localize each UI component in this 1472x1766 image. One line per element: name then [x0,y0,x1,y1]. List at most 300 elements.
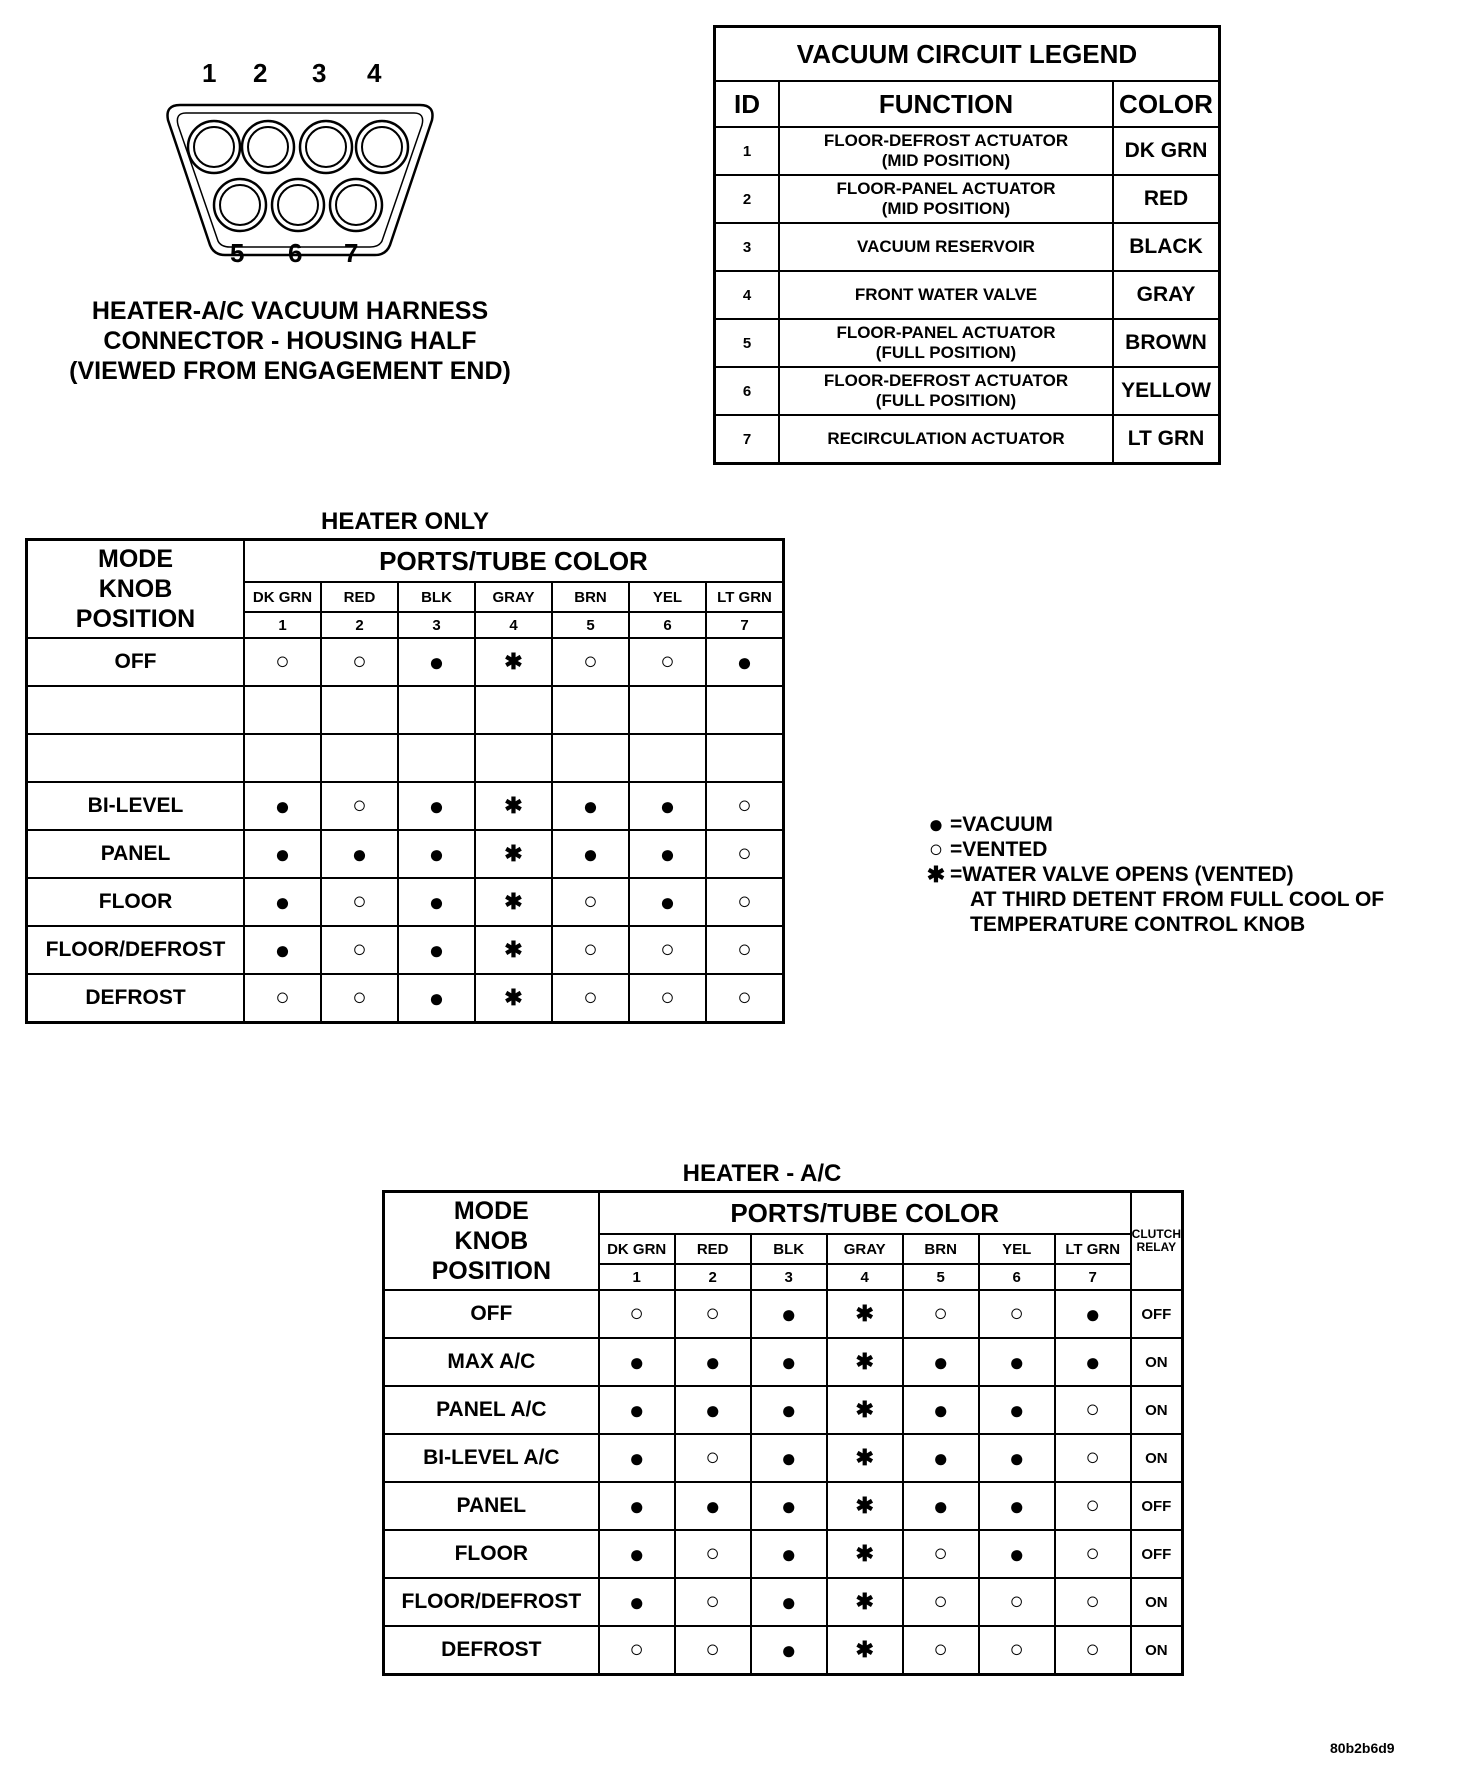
port-color-header: DK GRN [599,1234,675,1264]
clutch-relay-state: OFF [1131,1530,1183,1578]
vacuum-symbol-icon: ● [780,1346,797,1377]
port-state-cell [903,1626,979,1675]
port-state-cell [675,1386,751,1434]
port-state-cell [398,734,475,782]
port-id-header: 5 [552,612,629,638]
port-color-header: LT GRN [1055,1234,1131,1264]
vacuum-symbol-icon: ● [428,790,445,821]
vented-symbol-icon: ○ [583,888,598,915]
vented-symbol-icon: ○ [1085,1444,1100,1471]
port-state-cell [244,686,321,734]
legend-color: RED [1113,175,1220,223]
key-water-line2: AT THIRD DETENT FROM FULL COOL OF [970,888,1385,911]
port-state-cell [599,1482,675,1530]
clutch-relay-state: OFF [1131,1290,1183,1338]
mode-row-label: BI-LEVEL A/C [384,1434,599,1482]
port-color-header: BRN [903,1234,979,1264]
vacuum-symbol-icon: ● [1008,1394,1025,1425]
vacuum-symbol-icon: ● [1008,1490,1025,1521]
port-state-cell [321,782,398,830]
port-state-cell [751,1434,827,1482]
vented-symbol-icon: ○ [352,936,367,963]
port-state-cell [706,782,784,830]
legend-function-text: VACUUM RESERVOIR [857,237,1035,256]
vented-symbol-icon: ○ [660,648,675,675]
vented-symbol-icon: ○ [1009,1300,1024,1327]
port-state-cell [398,638,475,686]
vacuum-symbol-icon: ● [428,838,445,869]
legend-id: 2 [715,175,780,223]
vacuum-symbol-icon: ● [659,838,676,869]
vented-symbol-icon: ○ [928,836,944,863]
port-id-header: 6 [629,612,706,638]
legend-row [715,175,1220,223]
legend-row [715,319,1220,367]
mode-row-label: DEFROST [27,974,245,1023]
vented-symbol-icon: ○ [583,936,598,963]
port-state-cell [827,1434,903,1482]
port-state-cell [552,782,629,830]
clutch-relay-state: ON [1131,1338,1183,1386]
legend-function-sub: (FULL POSITION) [875,343,1017,362]
vented-symbol-icon: ○ [737,840,752,867]
port-state-cell [1055,1434,1131,1482]
port-state-cell [979,1626,1055,1675]
vented-symbol-icon: ○ [660,936,675,963]
port-id-header: 1 [244,612,321,638]
port-state-cell [1055,1482,1131,1530]
symbol-key [922,809,1385,937]
vacuum-symbol-icon: ● [780,1538,797,1569]
vented-symbol-icon: ○ [629,1300,644,1327]
port-id-header: 4 [827,1264,903,1290]
legend-row [715,127,1220,175]
port-state-cell [751,1578,827,1626]
water-symbol-icon: ✱ [504,649,523,674]
vented-symbol-icon: ○ [737,936,752,963]
vacuum-symbol-icon: ● [274,790,291,821]
port-color-header: GRAY [827,1234,903,1264]
port-state-cell [599,1530,675,1578]
legend-function [779,367,1113,415]
legend-color: DK GRN [1113,127,1220,175]
vented-symbol-icon: ○ [1009,1588,1024,1615]
port-state-cell [827,1386,903,1434]
vacuum-symbol-icon: ● [582,790,599,821]
legend-function-text: FLOOR-PANEL ACTUATOR [836,323,1056,342]
port-state-cell [244,830,321,878]
port-state-cell [827,1290,903,1338]
vacuum-symbol-icon: ● [932,1394,949,1425]
legend-function-sub: (MID POSITION) [881,199,1011,218]
water-valve-symbol-icon: ✱ [926,862,946,887]
vacuum-symbol-icon: ● [932,1490,949,1521]
legend-header-function: FUNCTION [779,81,1113,127]
port-state-cell [398,782,475,830]
port-state-cell [599,1578,675,1626]
port-id-header: 2 [321,612,398,638]
vacuum-symbol-icon: ● [932,1346,949,1377]
port-state-cell [675,1626,751,1675]
port-state-cell [244,638,321,686]
legend-function-text: RECIRCULATION ACTUATOR [827,429,1065,448]
vented-symbol-icon: ○ [629,1636,644,1663]
port-state-cell [552,734,629,782]
port-state-cell [1055,1530,1131,1578]
port-state-cell [979,1338,1055,1386]
port-color-header: YEL [979,1234,1055,1264]
legend-color: BLACK [1113,223,1220,271]
mode-row [384,1290,1183,1338]
clutch-relay-state: OFF [1131,1482,1183,1530]
vacuum-symbol-icon: ● [780,1634,797,1665]
port-state-cell [675,1530,751,1578]
heater-ac-table [382,1190,1184,1676]
clutch-relay-header: CLUTCH RELAY [1131,1192,1183,1291]
mode-knob-header: MODE KNOB POSITION [384,1192,599,1291]
port-state-cell [475,734,552,782]
pin-number-6: 6 [288,238,303,268]
legend-color: YELLOW [1113,367,1220,415]
port-state-cell [706,926,784,974]
port-id-header: 3 [398,612,475,638]
water-symbol-icon: ✱ [504,937,523,962]
port-state-cell [751,1386,827,1434]
vacuum-symbol-icon: ● [628,1538,645,1569]
mode-row [27,926,784,974]
port-state-cell [903,1434,979,1482]
legend-id: 5 [715,319,780,367]
port-state-cell [675,1338,751,1386]
vacuum-symbol-icon: ● [704,1490,721,1521]
water-symbol-icon: ✱ [504,841,523,866]
port-state-cell [1055,1578,1131,1626]
mode-row [27,638,784,686]
port-id-header: 2 [675,1264,751,1290]
port-state-cell [629,974,706,1023]
legend-id: 7 [715,415,780,464]
port-state-cell [599,1626,675,1675]
legend-header-id: ID [715,81,780,127]
mode-row-label: PANEL [384,1482,599,1530]
port-state-cell [244,782,321,830]
vented-symbol-icon: ○ [933,1636,948,1663]
key-vented: =VENTED [950,838,1048,861]
mode-row-label: FLOOR [384,1530,599,1578]
port-state-cell [903,1290,979,1338]
port-state-cell [475,686,552,734]
port-state-cell [321,926,398,974]
port-state-cell [552,830,629,878]
vented-symbol-icon: ○ [1085,1588,1100,1615]
legend-title: VACUUM CIRCUIT LEGEND [715,27,1220,82]
port-state-cell [1055,1386,1131,1434]
port-state-cell [475,782,552,830]
port-state-cell [751,1338,827,1386]
port-state-cell [475,878,552,926]
key-water: =WATER VALVE OPENS (VENTED) [950,863,1294,886]
vented-symbol-icon: ○ [352,888,367,915]
port-state-cell [1055,1338,1131,1386]
vacuum-symbol-icon: ● [1008,1346,1025,1377]
port-state-cell [552,686,629,734]
vented-symbol-icon: ○ [1085,1396,1100,1423]
water-symbol-icon: ✱ [504,889,523,914]
vented-symbol-icon: ○ [1085,1540,1100,1567]
port-color-header: BLK [398,582,475,612]
port-state-cell [398,686,475,734]
mode-row [27,830,784,878]
port-state-cell [979,1434,1055,1482]
vacuum-symbol-icon: ● [1084,1298,1101,1329]
vented-symbol-icon: ○ [275,648,290,675]
port-state-cell [706,878,784,926]
mode-row-label: FLOOR/DEFROST [27,926,245,974]
port-color-header: RED [321,582,398,612]
vented-symbol-icon: ○ [275,984,290,1011]
clutch-relay-state: ON [1131,1386,1183,1434]
port-color-header: BLK [751,1234,827,1264]
port-state-cell [751,1626,827,1675]
legend-id: 4 [715,271,780,319]
port-state-cell [398,974,475,1023]
mode-knob-header: MODE KNOB POSITION [27,540,245,639]
pin-number-3: 3 [312,58,327,88]
vacuum-symbol-icon: ● [704,1346,721,1377]
port-state-cell [321,878,398,926]
legend-function [779,271,1113,319]
legend-function-text: FLOOR-PANEL ACTUATOR [836,179,1056,198]
vented-symbol-icon: ○ [705,1540,720,1567]
mode-row-label: FLOOR [27,878,245,926]
vented-symbol-icon: ○ [660,984,675,1011]
port-id-header: 3 [751,1264,827,1290]
port-state-cell [903,1530,979,1578]
vacuum-symbol-icon: ● [428,934,445,965]
vacuum-symbol-icon: ● [274,934,291,965]
port-state-cell [552,878,629,926]
vented-symbol-icon: ○ [352,984,367,1011]
vented-symbol-icon: ○ [352,792,367,819]
port-state-cell [629,638,706,686]
port-id-header: 1 [599,1264,675,1290]
mode-row [384,1530,1183,1578]
mode-row [384,1386,1183,1434]
pin-number-5: 5 [230,238,245,268]
mode-row-label [27,734,245,782]
port-state-cell [599,1386,675,1434]
port-state-cell [903,1386,979,1434]
mode-row-label: OFF [27,638,245,686]
port-state-cell [244,926,321,974]
port-state-cell [475,974,552,1023]
clutch-relay-state: ON [1131,1434,1183,1482]
port-id-header: 6 [979,1264,1055,1290]
legend-color: BROWN [1113,319,1220,367]
mode-row [384,1482,1183,1530]
mode-row [27,974,784,1023]
legend-row [715,367,1220,415]
port-state-cell [706,974,784,1023]
figure-id: 80b2b6d9 [1330,1740,1395,1756]
vacuum-symbol-icon: ● [582,838,599,869]
ports-header: PORTS/TUBE COLOR [599,1192,1131,1235]
port-state-cell [979,1386,1055,1434]
mode-row-label [27,686,245,734]
vented-symbol-icon: ○ [737,984,752,1011]
port-state-cell [629,926,706,974]
port-state-cell [706,686,784,734]
mode-row-label: DEFROST [384,1626,599,1675]
port-color-header: DK GRN [244,582,321,612]
port-state-cell [629,782,706,830]
legend-function [779,415,1113,464]
vented-symbol-icon: ○ [1085,1636,1100,1663]
legend-id: 3 [715,223,780,271]
port-state-cell [903,1338,979,1386]
port-state-cell [321,686,398,734]
port-id-header: 4 [475,612,552,638]
vented-symbol-icon: ○ [933,1300,948,1327]
ports-header: PORTS/TUBE COLOR [244,540,784,583]
vacuum-symbol-icon: ● [428,982,445,1013]
vacuum-symbol-icon: ● [628,1394,645,1425]
pin-number-2: 2 [253,58,268,88]
clutch-relay-state: ON [1131,1626,1183,1675]
vacuum-connector-diagram [150,50,450,280]
port-state-cell [827,1338,903,1386]
mode-row [384,1578,1183,1626]
port-state-cell [675,1434,751,1482]
mode-row-label: PANEL [27,830,245,878]
vented-symbol-icon: ○ [352,648,367,675]
legend-function [779,223,1113,271]
port-state-cell [827,1482,903,1530]
port-state-cell [321,734,398,782]
vacuum-symbol-icon: ● [428,886,445,917]
water-symbol-icon: ✱ [855,1493,874,1518]
port-state-cell [827,1578,903,1626]
vacuum-symbol-icon: ● [659,886,676,917]
vented-symbol-icon: ○ [705,1300,720,1327]
port-state-cell [1055,1626,1131,1675]
pin-number-1: 1 [202,58,217,88]
port-state-cell [629,686,706,734]
mode-row-label: OFF [384,1290,599,1338]
port-state-cell [751,1290,827,1338]
port-state-cell [398,830,475,878]
pin-number-4: 4 [367,58,382,88]
vented-symbol-icon: ○ [933,1540,948,1567]
legend-color: LT GRN [1113,415,1220,464]
heater-only-title: HEATER ONLY [320,508,490,535]
port-state-cell [321,638,398,686]
legend-row [715,223,1220,271]
legend-function-text: FLOOR-DEFROST ACTUATOR [823,131,1069,150]
port-state-cell [675,1290,751,1338]
port-state-cell [629,878,706,926]
vacuum-symbol-icon: ● [736,646,753,677]
pin-number-7: 7 [344,238,359,268]
vacuum-symbol-icon: ● [932,1442,949,1473]
vacuum-symbol-icon: ● [628,1346,645,1377]
port-state-cell [599,1434,675,1482]
mode-row-label: FLOOR/DEFROST [384,1578,599,1626]
port-id-header: 7 [1055,1264,1131,1290]
port-state-cell [475,638,552,686]
mode-row-label: PANEL A/C [384,1386,599,1434]
port-state-cell [244,734,321,782]
water-symbol-icon: ✱ [855,1397,874,1422]
legend-function [779,319,1113,367]
vented-symbol-icon: ○ [933,1588,948,1615]
legend-function [779,175,1113,223]
vacuum-symbol-icon: ● [780,1298,797,1329]
legend-function-sub: (MID POSITION) [881,151,1011,170]
vacuum-symbol-icon: ● [351,838,368,869]
port-id-header: 7 [706,612,784,638]
legend-header-color: COLOR [1113,81,1220,127]
port-color-header: RED [675,1234,751,1264]
port-state-cell [827,1626,903,1675]
port-id-header: 5 [903,1264,979,1290]
vacuum-symbol-icon: ● [628,1490,645,1521]
port-state-cell [706,638,784,686]
vented-symbol-icon: ○ [583,648,598,675]
water-symbol-icon: ✱ [504,793,523,818]
key-water-line3: TEMPERATURE CONTROL KNOB [970,913,1306,936]
vacuum-symbol-icon: ● [628,1586,645,1617]
water-symbol-icon: ✱ [855,1349,874,1374]
mode-row-label: MAX A/C [384,1338,599,1386]
port-state-cell [552,926,629,974]
port-state-cell [629,734,706,782]
vacuum-symbol-icon: ● [780,1442,797,1473]
port-state-cell [321,974,398,1023]
port-state-cell [827,1530,903,1578]
port-state-cell [475,926,552,974]
legend-function-text: FRONT WATER VALVE [854,285,1038,304]
mode-row-label: BI-LEVEL [27,782,245,830]
legend-function-sub: (FULL POSITION) [875,391,1017,410]
water-symbol-icon: ✱ [855,1589,874,1614]
vacuum-symbol-icon: ● [1008,1538,1025,1569]
port-state-cell [751,1482,827,1530]
vented-symbol-icon: ○ [583,984,598,1011]
port-color-header: GRAY [475,582,552,612]
vacuum-symbol-icon: ● [780,1490,797,1521]
vented-symbol-icon: ○ [737,792,752,819]
water-symbol-icon: ✱ [504,985,523,1010]
connector-title: HEATER-A/C VACUUM HARNESS CONNECTOR - HOUSING HALF (VIEWED FROM ENGAGEMENT END) [69,297,511,385]
port-state-cell [475,830,552,878]
port-state-cell [552,974,629,1023]
mode-row [384,1626,1183,1675]
port-state-cell [599,1290,675,1338]
legend-id: 6 [715,367,780,415]
vented-symbol-icon: ○ [705,1636,720,1663]
port-state-cell [552,638,629,686]
water-symbol-icon: ✱ [855,1541,874,1566]
port-state-cell [979,1578,1055,1626]
mode-row [384,1434,1183,1482]
port-color-header: YEL [629,582,706,612]
mode-row [27,782,784,830]
port-state-cell [706,734,784,782]
water-symbol-icon: ✱ [855,1637,874,1662]
mode-row [27,878,784,926]
vacuum-symbol-icon: ● [928,809,944,839]
